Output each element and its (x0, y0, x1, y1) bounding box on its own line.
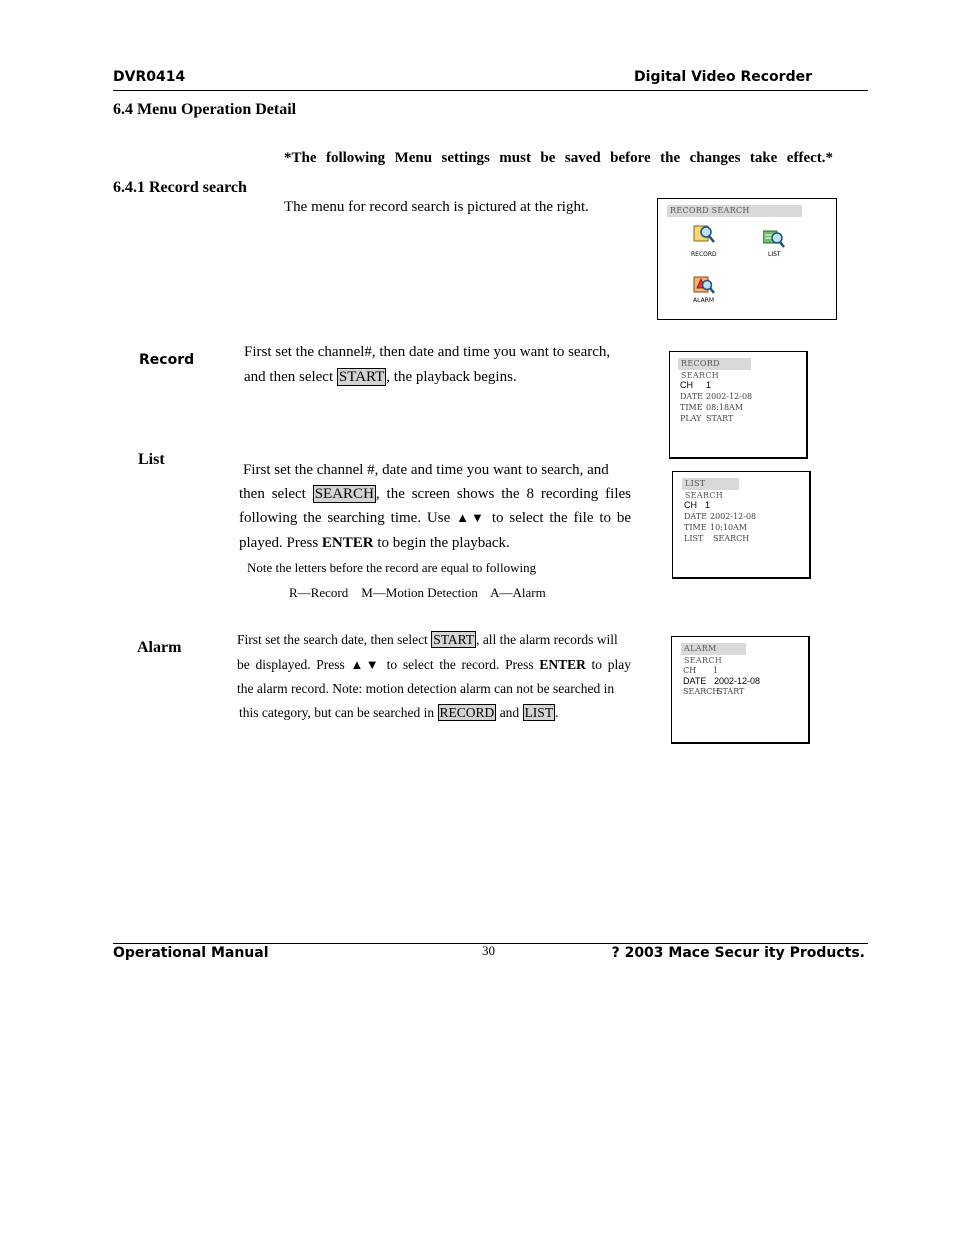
alarm-text-line1 (237, 632, 618, 648)
menu-title: RECORD SEARCH (667, 205, 802, 217)
record-text-part: , the playback begins. (386, 369, 517, 385)
alarm-text-line2 (237, 657, 631, 673)
screen-title: ALARM SEARCH (681, 643, 746, 655)
enter-key-text: ENTER (321, 535, 374, 551)
record-start-button: START (338, 369, 385, 385)
date-label: DATE (684, 512, 707, 521)
date-label: DATE (680, 392, 703, 401)
alarm-text-part: First set the search date, then select (237, 632, 432, 647)
record-text-line2 (244, 369, 517, 386)
list-text-part: following the searching time. Use (239, 510, 457, 526)
enter-key-text: ENTER (539, 657, 586, 672)
screen-title: RECORD SEARCH (678, 358, 751, 370)
ch-value: 1 (713, 666, 719, 675)
ch-label: CH (680, 380, 693, 390)
alarm-text-line4 (239, 705, 558, 721)
list-text-part: , the screen shows the 8 recording files (375, 486, 631, 502)
list-text-part: to select the file to be (486, 510, 631, 526)
alarm-search-screen (671, 636, 810, 744)
list-text-line4 (239, 535, 510, 552)
list-text-part: to begin the playback. (373, 535, 510, 551)
notice: *The following Menu settings must be saved before the changes take effect.* (284, 150, 833, 166)
list-note: Note the letters before the record are equal to following (247, 560, 537, 575)
search-label: SEARCH (683, 687, 720, 696)
time-value: 10:10AM (710, 523, 748, 532)
record-text-line1: First set the channel#, then date and time you want to search, (244, 344, 611, 360)
alarm-label: Alarm (137, 639, 182, 656)
alarm-text-part: to select the record. Press (380, 657, 540, 672)
screen-title: LIST SEARCH (682, 478, 739, 490)
list-legend: R—Record M—Motion Detection A—Alarm (289, 585, 546, 600)
record-label: Record (139, 352, 195, 368)
list-text-part: played. Press (239, 535, 322, 551)
list-text-part: then select (239, 486, 313, 502)
up-down-arrows-icon: ▲▼ (456, 510, 486, 525)
page-number: 30 (482, 943, 495, 958)
record-search-screen (669, 351, 808, 459)
header-rule (113, 90, 868, 91)
alarm-text-line3: the alarm record. Note: motion detection alarm can not be searched in (237, 681, 615, 696)
list-search-button: SEARCH (314, 486, 374, 502)
alarm-text-part: this category, but can be searched in (239, 705, 438, 720)
date-value: 2002-12-08 (706, 392, 753, 401)
alarm-search-icon[interactable] (693, 274, 715, 294)
up-down-arrows-icon: ▲▼ (350, 657, 381, 672)
search-value: START (717, 687, 745, 696)
list-search-icon[interactable] (763, 228, 785, 248)
list-field-label: LIST (684, 534, 704, 543)
list-field-value: SEARCH (713, 534, 750, 543)
list-label: List (138, 451, 165, 468)
alarm-text-part: and (496, 705, 523, 720)
date-value: 2002-12-08 (714, 676, 761, 686)
date-label: DATE (683, 676, 707, 686)
alarm-start-button: START (433, 632, 475, 647)
ch-value: 1 (706, 380, 712, 390)
list-search-screen (672, 471, 811, 579)
ch-label: CH (684, 500, 697, 510)
alarm-record-button: RECORD (439, 705, 495, 720)
intro-text: The menu for record search is pictured at the right. (284, 199, 589, 215)
alarm-text-part: , all the alarm records will (476, 632, 618, 647)
alarm-text-part: be displayed. Press (237, 657, 351, 672)
record-search-icon[interactable] (693, 223, 715, 243)
footer-left: Operational Manual (113, 945, 269, 961)
play-label: PLAY (680, 414, 702, 423)
list-item-label[interactable]: LIST (768, 251, 781, 258)
record-text-part: and then select (244, 369, 337, 385)
time-label: TIME (680, 403, 703, 412)
alarm-item-label[interactable]: ALARM (693, 297, 715, 304)
alarm-text-part: to play (585, 657, 632, 672)
section-title: 6.4 Menu Operation Detail (113, 101, 297, 118)
header-left: DVR0414 (113, 69, 186, 85)
time-label: TIME (684, 523, 707, 532)
header-right: Digital Video Recorder (634, 69, 812, 85)
ch-label: CH (683, 666, 697, 675)
footer-right: ? 2003 Mace Secur ity Products. (611, 945, 865, 961)
ch-value: 1 (705, 500, 711, 510)
record-search-menu (657, 198, 837, 320)
alarm-list-button: LIST (524, 705, 554, 720)
record-item-label[interactable]: RECORD (691, 251, 717, 258)
list-text-line2 (239, 486, 631, 503)
alarm-text-part: . (555, 705, 559, 720)
time-value: 08:18AM (706, 403, 744, 412)
date-value: 2002-12-08 (710, 512, 757, 521)
list-text-line3 (239, 510, 631, 527)
play-value: START (706, 414, 734, 423)
list-text-line1: First set the channel #, date and time you want to search, and (243, 462, 609, 478)
subsection-title: 6.4.1 Record search (113, 179, 247, 196)
